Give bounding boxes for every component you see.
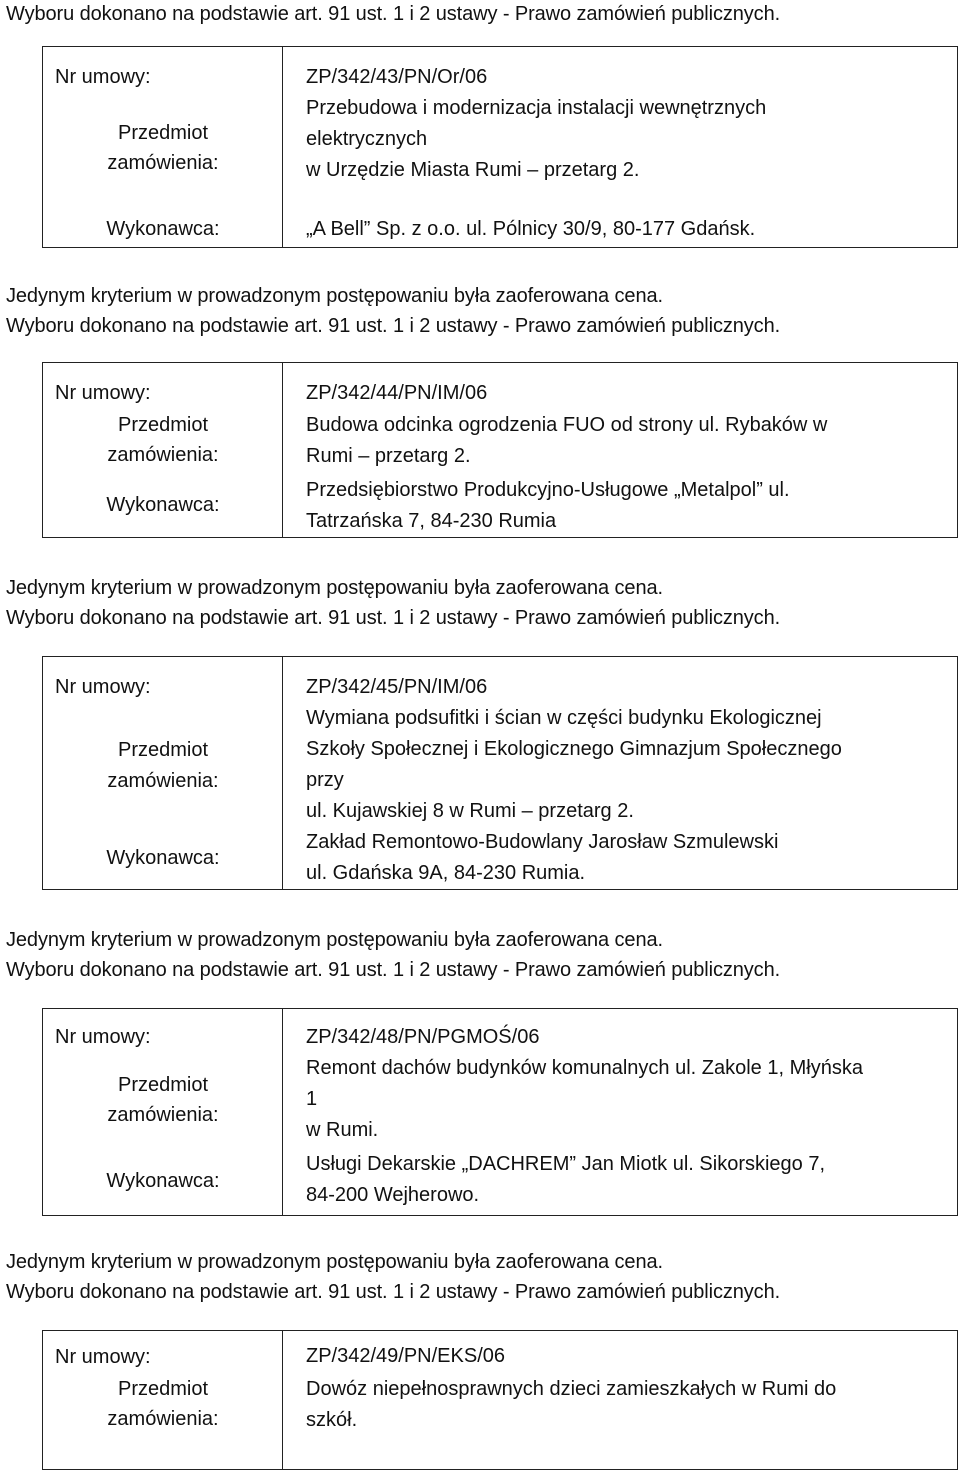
nr-umowy-label: Nr umowy: <box>55 676 151 698</box>
nr-umowy-label: Nr umowy: <box>55 382 151 404</box>
label-column <box>43 363 283 537</box>
selection-basis-text: Wyboru dokonano na podstawie art. 91 ust. 1 i 2 ustawy - Prawo zamówień publicznych. <box>6 3 781 25</box>
subject-line: 1 <box>306 1088 318 1110</box>
contract-number: ZP/342/43/PN/Or/06 <box>306 66 488 88</box>
wykonawca-label: Wykonawca: <box>106 494 220 516</box>
contract-box-5 <box>42 1330 958 1470</box>
selection-basis-text: Wyboru dokonano na podstawie art. 91 ust. 1 i 2 ustawy - Prawo zamówień publicznych. <box>6 1281 781 1303</box>
contractor-line: „A Bell” Sp. z o.o. ul. Pólnicy 30/9, 80-177 Gdańsk. <box>306 218 756 240</box>
subject-line: przy <box>306 769 344 791</box>
selection-basis-text: Wyboru dokonano na podstawie art. 91 ust. 1 i 2 ustawy - Prawo zamówień publicznych. <box>6 959 781 981</box>
criterion-text: Jedynym kryterium w prowadzonym postępowaniu była zaoferowana cena. <box>6 285 663 307</box>
subject-line: ul. Kujawskiej 8 w Rumi – przetarg 2. <box>306 800 634 822</box>
subject-line: Wymiana podsufitki i ścian w części budynku Ekologicznej <box>306 707 822 729</box>
subject-line: Rumi – przetarg 2. <box>306 445 471 467</box>
zamowienia-label: zamówienia: <box>107 1104 219 1126</box>
subject-line: w Urzędzie Miasta Rumi – przetarg 2. <box>306 159 640 181</box>
nr-umowy-label: Nr umowy: <box>55 1026 151 1048</box>
contract-number: ZP/342/49/PN/EKS/06 <box>306 1345 506 1367</box>
zamowienia-label: zamówienia: <box>107 1408 219 1430</box>
nr-umowy-label: Nr umowy: <box>55 66 151 88</box>
contract-box-4 <box>42 1008 958 1216</box>
subject-line: Przebudowa i modernizacja instalacji wewnętrznych <box>306 97 767 119</box>
zamowienia-label: zamówienia: <box>107 770 219 792</box>
przedmiot-label: Przedmiot <box>117 1378 209 1400</box>
subject-line: szkół. <box>306 1409 358 1431</box>
subject-line: elektrycznych <box>306 128 428 150</box>
zamowienia-label: zamówienia: <box>107 444 219 466</box>
label-column <box>43 657 283 889</box>
contract-box-2 <box>42 362 958 538</box>
selection-basis-text: Wyboru dokonano na podstawie art. 91 ust. 1 i 2 ustawy - Prawo zamówień publicznych. <box>6 315 781 337</box>
contract-number: ZP/342/48/PN/PGMOŚ/06 <box>306 1026 540 1048</box>
contract-box-3 <box>42 656 958 890</box>
przedmiot-label: Przedmiot <box>117 1074 209 1096</box>
contractor-line: Zakład Remontowo-Budowlany Jarosław Szmulewski <box>306 831 779 853</box>
subject-line: w Rumi. <box>306 1119 379 1141</box>
criterion-text: Jedynym kryterium w prowadzonym postępowaniu była zaoferowana cena. <box>6 577 663 599</box>
wykonawca-label: Wykonawca: <box>106 1170 220 1192</box>
przedmiot-label: Przedmiot <box>117 739 209 761</box>
contract-box-1 <box>42 46 958 248</box>
label-column <box>43 47 283 247</box>
nr-umowy-label: Nr umowy: <box>55 1346 151 1368</box>
zamowienia-label: zamówienia: <box>107 152 219 174</box>
contract-number: ZP/342/44/PN/IM/06 <box>306 382 488 404</box>
przedmiot-label: Przedmiot <box>117 414 209 436</box>
contract-number: ZP/342/45/PN/IM/06 <box>306 676 488 698</box>
wykonawca-label: Wykonawca: <box>106 218 220 240</box>
label-column <box>43 1331 283 1469</box>
contractor-line: ul. Gdańska 9A, 84-230 Rumia. <box>306 862 586 884</box>
subject-line: Szkoły Społecznej i Ekologicznego Gimnazjum Społecznego <box>306 738 842 760</box>
criterion-text: Jedynym kryterium w prowadzonym postępowaniu była zaoferowana cena. <box>6 929 663 951</box>
przedmiot-label: Przedmiot <box>117 122 209 144</box>
selection-basis-text: Wyboru dokonano na podstawie art. 91 ust. 1 i 2 ustawy - Prawo zamówień publicznych. <box>6 607 781 629</box>
contractor-line: Usługi Dekarskie „DACHREM” Jan Miotk ul. Sikorskiego 7, <box>306 1153 826 1175</box>
label-column <box>43 1009 283 1215</box>
criterion-text: Jedynym kryterium w prowadzonym postępowaniu była zaoferowana cena. <box>6 1251 663 1273</box>
subject-line: Remont dachów budynków komunalnych ul. Zakole 1, Młyńska <box>306 1057 863 1079</box>
subject-line: Dowóz niepełnosprawnych dzieci zamieszkałych w Rumi do <box>306 1378 837 1400</box>
contractor-line: Przedsiębiorstwo Produkcyjno-Usługowe „Metalpol” ul. <box>306 479 790 501</box>
wykonawca-label: Wykonawca: <box>106 847 220 869</box>
contractor-line: Tatrzańska 7, 84-230 Rumia <box>306 510 557 532</box>
subject-line: Budowa odcinka ogrodzenia FUO od strony ul. Rybaków w <box>306 414 828 436</box>
contractor-line: 84-200 Wejherowo. <box>306 1184 480 1206</box>
